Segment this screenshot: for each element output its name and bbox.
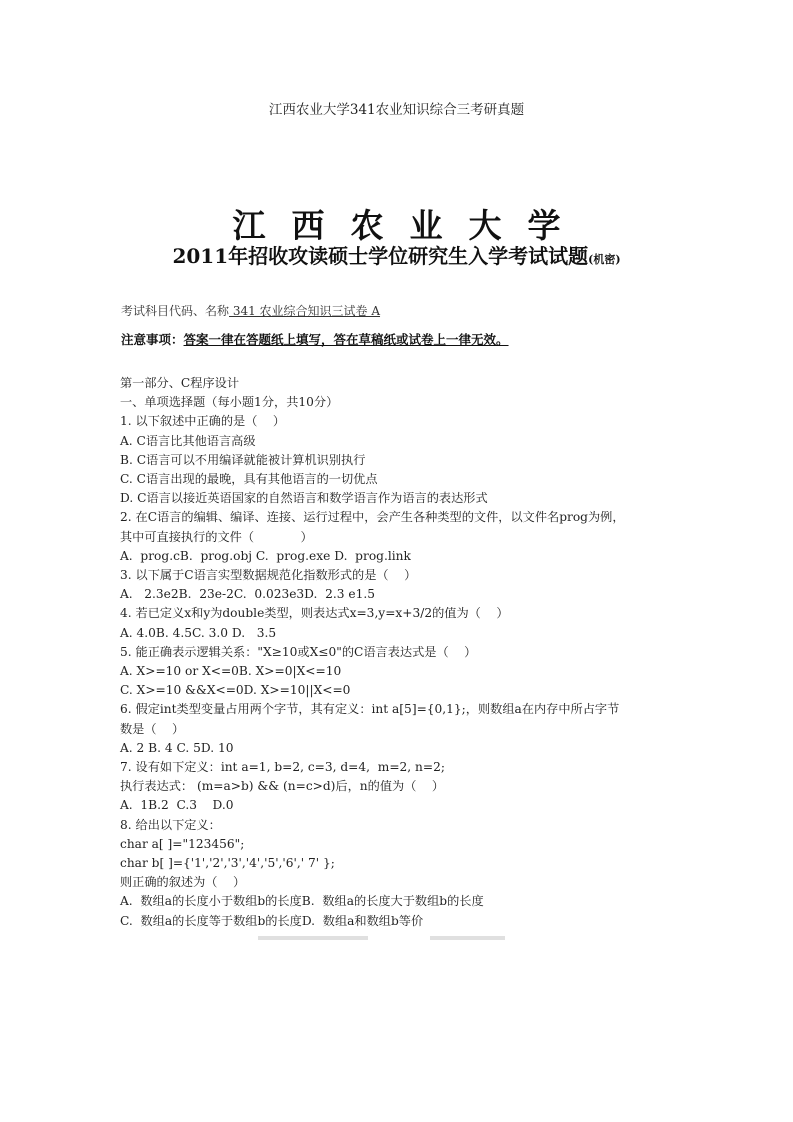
university-title: 江西农业大学 xyxy=(232,206,587,245)
subject-label: 考试科目代码、名称 xyxy=(121,304,230,318)
subject-value: 341 农业综合知识三试卷 A xyxy=(229,304,381,318)
text-line: 5. 能正确表示逻辑关系："X≥10或X≤0"的C语言表达式是（ ） xyxy=(120,644,477,659)
confidential-note: (机密) xyxy=(588,253,621,266)
text-line: 8. 给出以下定义： xyxy=(120,817,221,832)
exam-title xyxy=(0,240,793,269)
text-line: C. C语言出现的最晚，具有其他语言的一切优点 xyxy=(120,472,378,487)
text-line: char a[ ]="123456"; xyxy=(120,836,245,851)
text-line: A. 4.0B. 4.5C. 3.0 D. 3.5 xyxy=(120,625,277,640)
text-line: A. prog.cB. prog.obj C. prog.exe D. prog.link xyxy=(120,548,411,563)
question-body xyxy=(120,374,690,931)
text-line: B. C语言可以不用编译就能被计算机识别执行 xyxy=(120,452,366,467)
text-line: A. 数组a的长度小于数组b的长度B. 数组a的长度大于数组b的长度 xyxy=(120,894,484,909)
text-line: 7. 设有如下定义：int a=1, b=2, c=3, d=4, m=2, n=2; xyxy=(120,760,445,775)
notice-line xyxy=(121,330,519,348)
text-line: char b[ ]={'1','2','3','4','5','6',' 7' }; xyxy=(120,856,335,871)
text-line: A. 1B.2 C.3 D.0 xyxy=(120,798,234,813)
cut-off-footer-left xyxy=(258,936,368,940)
text-line: A. X>=10 or X<=0B. X>=0|X<=10 xyxy=(120,664,342,679)
subject-line xyxy=(121,302,420,319)
page-header: 江西农业大学341农业知识综合三考研真题 xyxy=(268,102,525,118)
text-line: C. X>=10 &&X<=0D. X>=10||X<=0 xyxy=(120,683,351,698)
text-line: 则正确的叙述为（ ） xyxy=(120,875,246,890)
text-line: 6. 假定int类型变量占用两个字节，其有定义：int a[5]={0,1};，则数组a在内存中所占字节 xyxy=(120,702,620,717)
exam-title-text: 2011年招收攻读硕士学位研究生入学考试试题 xyxy=(172,244,589,268)
text-line: 数是（ ） xyxy=(120,721,185,736)
text-line: 其中可直接执行的文件（ ） xyxy=(120,529,313,544)
text-line: A. 2 B. 4 C. 5D. 10 xyxy=(120,740,234,755)
text-line: C. 数组a的长度等于数组b的长度D. 数组a和数组b等价 xyxy=(120,913,424,928)
text-line: A. C语言比其他语言高级 xyxy=(120,433,256,448)
notice-label: 注意事项： xyxy=(121,332,184,347)
notice-text: 答案一律在答题纸上填写，答在草稿纸或试卷上一律无效。 xyxy=(183,332,509,347)
text-line: A. 2.3e2B. 23e-2C. 0.023e3D. 2.3 e1.5 xyxy=(120,587,375,602)
text-line: 一、单项选择题（每小题1分，共10分） xyxy=(120,395,339,410)
text-line: 1. 以下叙述中正确的是（ ） xyxy=(120,414,286,429)
text-line: 执行表达式： (m=a>b) && (n=c>d)后，n的值为（ ） xyxy=(120,779,445,794)
text-line: 3. 以下属于C语言实型数据规范化指数形式的是（ ） xyxy=(120,568,417,583)
text-line: 2. 在C语言的编辑、编译、连接、运行过程中，会产生各种类型的文件，以文件名prog为例， xyxy=(120,510,625,525)
cut-off-footer-right xyxy=(430,936,505,940)
text-line: 4. 若已定义x和y为double类型，则表达式x=3,y=x+3/2的值为（ ） xyxy=(120,606,509,621)
text-line: D. C语言以接近英语国家的自然语言和数学语言作为语言的表达形式 xyxy=(120,491,488,506)
text-line: 第一部分、C程序设计 xyxy=(120,376,240,390)
